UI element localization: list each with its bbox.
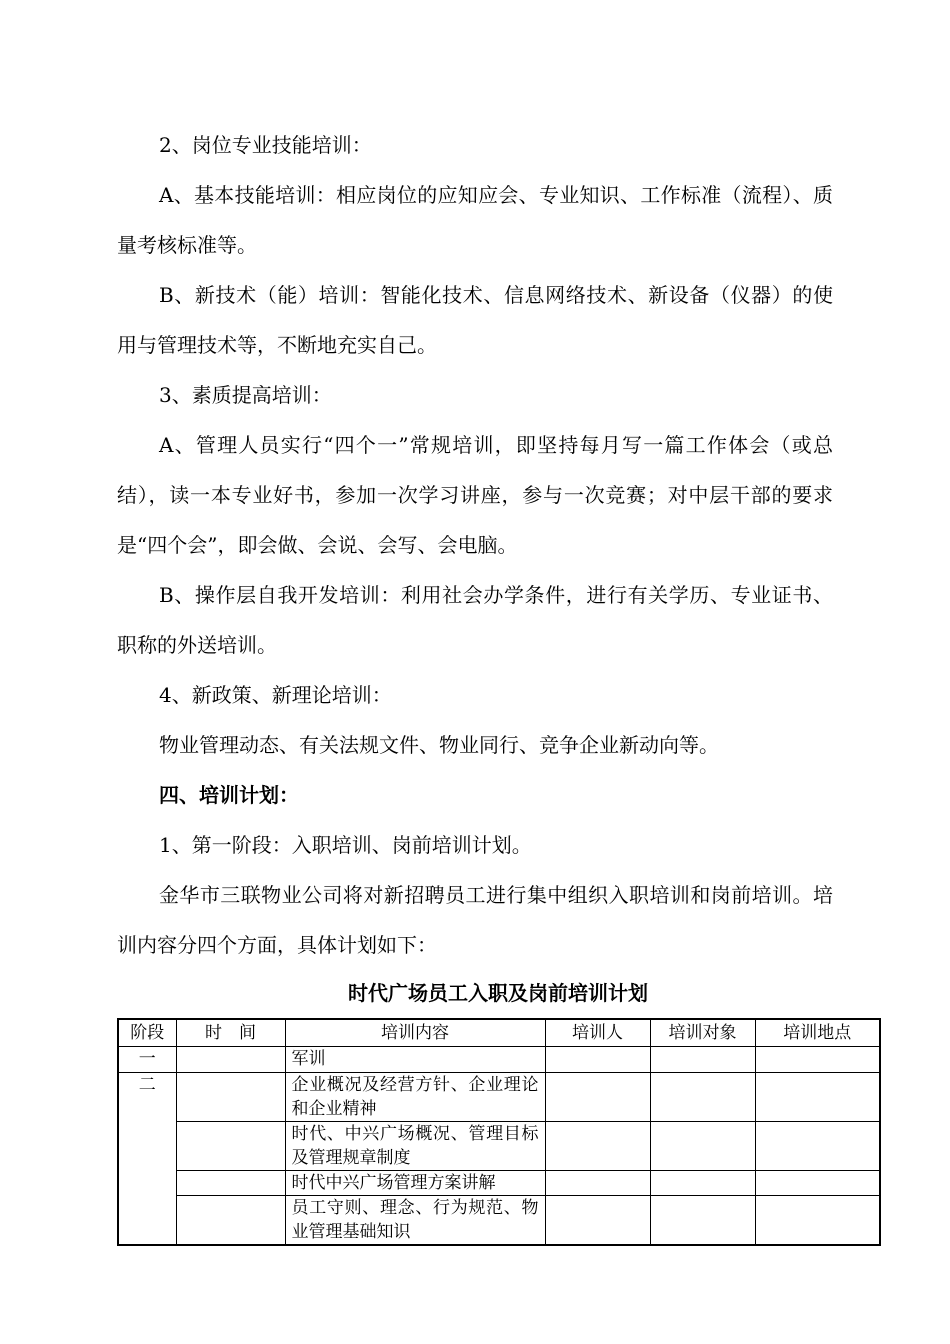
cell-content: 员工守则、理念、行为规范、物业管理基础知识 bbox=[285, 1196, 545, 1246]
table-row bbox=[118, 1047, 880, 1073]
paragraph-company-plan: 金华市三联物业公司将对新招聘员工进行集中组织入职培训和岗前培训。培训内容分四个方面，具体计划如下： bbox=[117, 883, 833, 957]
paragraph-operators-training: B、操作层自我开发培训：利用社会办学条件，进行有关学历、专业证书、职称的外送培训。 bbox=[117, 583, 833, 657]
cell-stage: 一 bbox=[118, 1047, 176, 1073]
cell-target bbox=[650, 1196, 755, 1246]
table-title: 时代广场员工入职及岗前培训计划 bbox=[348, 981, 648, 1005]
cell-place bbox=[755, 1122, 880, 1171]
cell-time bbox=[176, 1073, 285, 1122]
cell-target bbox=[650, 1073, 755, 1122]
paragraph-new-tech: B、新技术（能）培训：智能化技术、信息网络技术、新设备（仪器）的使用与管理技术等，不断地充实自己。 bbox=[117, 283, 833, 357]
cell-target bbox=[650, 1122, 755, 1171]
cell-stage: 二 bbox=[118, 1073, 176, 1246]
cell-trainer bbox=[545, 1122, 650, 1171]
table-row bbox=[118, 1196, 880, 1246]
header-stage: 阶段 bbox=[118, 1019, 176, 1047]
table-row bbox=[118, 1171, 880, 1196]
cell-target bbox=[650, 1047, 755, 1073]
paragraph-basic-skills: A、基本技能培训：相应岗位的应知应会、专业知识、工作标准（流程）、质量考核标准等。 bbox=[117, 183, 833, 257]
header-time: 时 间 bbox=[176, 1019, 285, 1047]
cell-time bbox=[176, 1171, 285, 1196]
cell-target bbox=[650, 1171, 755, 1196]
cell-place bbox=[755, 1196, 880, 1246]
paragraph-managers-training: A、管理人员实行“四个一”常规培训，即坚持每月写一篇工作体会（或总结），读一本专业好书，参加一次学习讲座，参与一次竞赛；对中层干部的要求是“四个会”，即会做、会说、会写、会电脑。 bbox=[117, 433, 833, 557]
cell-content: 时代中兴广场管理方案讲解 bbox=[285, 1171, 545, 1196]
cell-time bbox=[176, 1047, 285, 1073]
table-row bbox=[118, 1073, 880, 1122]
section-heading-training-plan: 四、培训计划： bbox=[159, 783, 299, 807]
cell-content: 军训 bbox=[285, 1047, 545, 1073]
cell-time bbox=[176, 1122, 285, 1171]
cell-trainer bbox=[545, 1196, 650, 1246]
header-trainer: 培训人 bbox=[545, 1019, 650, 1047]
header-content: 培训内容 bbox=[285, 1019, 545, 1047]
cell-content: 企业概况及经营方针、企业理论和企业精神 bbox=[285, 1073, 545, 1122]
cell-trainer bbox=[545, 1171, 650, 1196]
cell-place bbox=[755, 1171, 880, 1196]
training-plan-table bbox=[117, 1018, 881, 1246]
table-row bbox=[118, 1122, 880, 1171]
cell-trainer bbox=[545, 1073, 650, 1122]
header-place: 培训地点 bbox=[755, 1019, 880, 1047]
paragraph-phase-one: 1、第一阶段：入职培训、岗前培训计划。 bbox=[159, 833, 532, 857]
paragraph-policy-content: 物业管理动态、有关法规文件、物业同行、竞争企业新动向等。 bbox=[159, 733, 719, 757]
header-target: 培训对象 bbox=[650, 1019, 755, 1047]
cell-place bbox=[755, 1047, 880, 1073]
cell-content: 时代、中兴广场概况、管理目标及管理规章制度 bbox=[285, 1122, 545, 1171]
paragraph-policy-heading: 4、新政策、新理论培训： bbox=[159, 683, 392, 707]
cell-trainer bbox=[545, 1047, 650, 1073]
table-header-row bbox=[118, 1019, 880, 1047]
cell-time bbox=[176, 1196, 285, 1246]
paragraph-job-skills-heading: 2、岗位专业技能培训： bbox=[159, 133, 372, 157]
cell-place bbox=[755, 1073, 880, 1122]
paragraph-quality-heading: 3、素质提高培训： bbox=[159, 383, 332, 407]
